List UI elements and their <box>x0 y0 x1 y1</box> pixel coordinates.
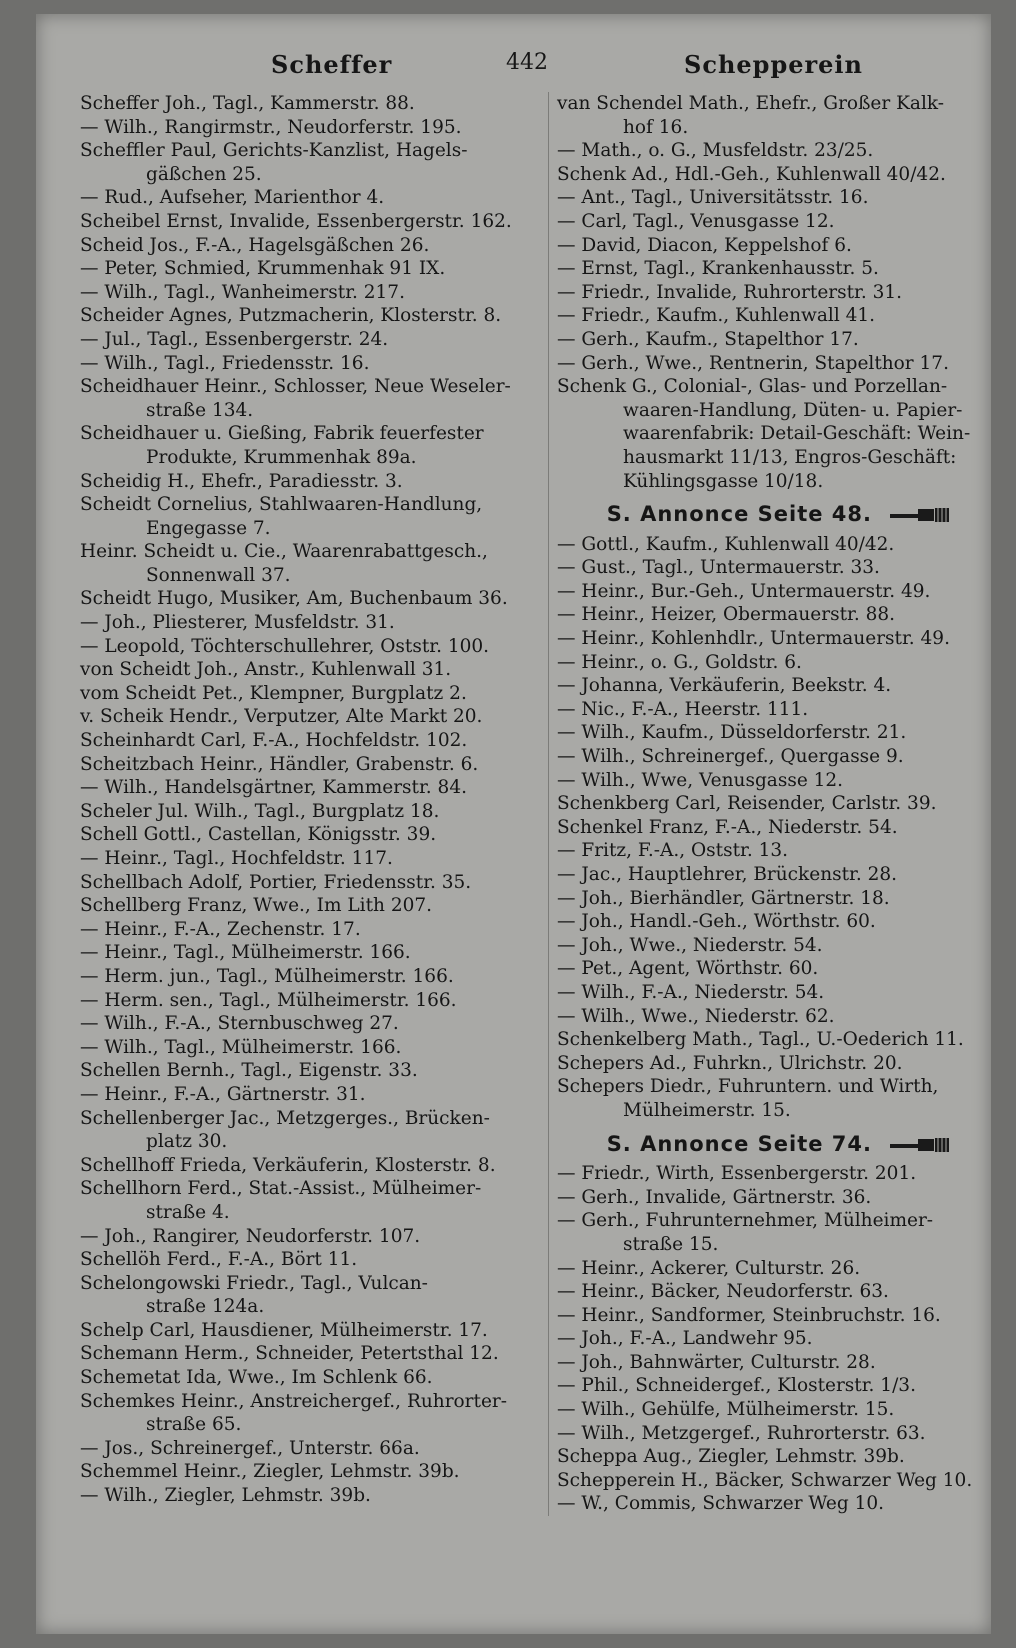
directory-entry <box>80 186 540 210</box>
entry-line: — Heinr., Kohlenhdlr., Untermauerstr. 49. <box>557 628 950 650</box>
entry-line: — Fritz, F.-A., Oststr. 13. <box>557 840 789 862</box>
directory-entry <box>557 1075 1002 1122</box>
entry-line: — Math., o. G., Musfeldstr. 23/25. <box>557 140 874 162</box>
directory-entry <box>80 658 540 682</box>
entry-continuation: straße 134. <box>146 399 254 421</box>
entry-line: — Jos., Schreinergef., Unterstr. 66a. <box>80 1437 420 1459</box>
entry-continuation: hausmarkt 11/13, Engros-Geschäft: <box>623 446 957 468</box>
directory-entry <box>80 352 540 376</box>
left-entry-list <box>80 92 540 1508</box>
directory-entry <box>557 934 1002 958</box>
directory-entry <box>80 729 540 753</box>
directory-entry <box>557 887 1002 911</box>
entry-line: Scheidhauer Heinr., Schlosser, Neue Weseler- <box>80 376 511 398</box>
entry-line: — Rud., Aufseher, Marienthor 4. <box>80 187 385 209</box>
directory-entry <box>80 1012 540 1036</box>
entry-line: — Gerh., Kaufm., Stapelthor 17. <box>557 328 859 350</box>
right-entry-list-b <box>557 533 1002 1123</box>
entry-line: Schellen Bernh., Tagl., Eigenstr. 33. <box>80 1060 418 1082</box>
entry-line: Schemmel Heinr., Ziegler, Lehmstr. 39b. <box>80 1461 460 1483</box>
directory-entry <box>557 698 1002 722</box>
entry-continuation: straße 65. <box>146 1414 242 1436</box>
entry-line: — Wilh., Metzgergef., Ruhrorterstr. 63. <box>557 1422 926 1444</box>
entry-line: Schemetat Ida, Wwe., Im Schlenk 66. <box>80 1367 433 1389</box>
directory-entry <box>557 1492 1002 1516</box>
entry-line: — Joh., Bahnwärter, Culturstr. 28. <box>557 1351 876 1373</box>
entry-line: Scheidhauer u. Gießing, Fabrik feuerfester <box>80 423 484 445</box>
directory-entry <box>80 1460 540 1484</box>
page-number: 442 <box>506 50 548 75</box>
entry-line: Schepers Diedr., Fuhruntern. und Wirth, <box>557 1076 939 1098</box>
entry-line: Schemkes Heinr., Anstreichergef., Ruhrorter- <box>80 1390 507 1412</box>
entry-line: — Heinr., Bäcker, Neudorferstr. 63. <box>557 1281 889 1303</box>
entry-line: Schellöh Ferd., F.-A., Bört 11. <box>80 1249 358 1271</box>
header-right-word: Schepperein <box>684 50 863 79</box>
directory-entry <box>557 1469 1002 1493</box>
entry-line: van Schendel Math., Ehefr., Großer Kalk- <box>557 93 945 114</box>
entry-line: — Joh., F.-A., Landwehr 95. <box>557 1328 813 1350</box>
directory-entry <box>80 894 540 918</box>
annonce-note-1 <box>557 503 1002 527</box>
entry-line: Schelongowski Friedr., Tagl., Vulcan- <box>80 1272 428 1294</box>
directory-entry <box>557 1186 1002 1210</box>
annonce-note-2 <box>557 1133 1002 1157</box>
entry-line: Scheidt Cornelius, Stahlwaaren-Handlung, <box>80 494 483 516</box>
entry-line: Schemann Herm., Schneider, Petertsthal 12. <box>80 1343 499 1365</box>
pointing-hand-icon <box>888 1135 952 1155</box>
directory-entry <box>80 587 540 611</box>
entry-line: — Nic., F.-A., Heerstr. 111. <box>557 698 809 720</box>
directory-entry <box>80 328 540 352</box>
directory-entry <box>557 957 1002 981</box>
directory-entry <box>80 92 540 116</box>
directory-entry <box>80 540 540 587</box>
entry-line: Schell Gottl., Castellan, Königsstr. 39. <box>80 824 437 846</box>
entry-line: Schenk Ad., Hdl.-Geh., Kuhlenwall 40/42. <box>557 163 946 185</box>
entry-line: — Heinr., F.-A., Gärtnerstr. 31. <box>80 1083 366 1105</box>
directory-entry <box>557 533 1002 557</box>
entry-line: Schellbach Adolf, Portier, Friedensstr. 35. <box>80 871 472 893</box>
entry-line: — Gerh., Invalide, Gärtnerstr. 36. <box>557 1186 872 1208</box>
entry-line: Scheider Agnes, Putzmacherin, Klosterstr. 8. <box>80 305 502 327</box>
directory-entry <box>80 470 540 494</box>
entry-line: Schenkel Franz, F.-A., Niederstr. 54. <box>557 816 898 838</box>
directory-entry <box>80 234 540 258</box>
directory-entry <box>80 1154 540 1178</box>
right-column <box>548 92 1002 1516</box>
entry-continuation: Mülheimerstr. 15. <box>623 1099 791 1121</box>
entry-line: — Phil., Schneidergef., Klosterstr. 1/3. <box>557 1375 916 1397</box>
directory-entry <box>557 1257 1002 1281</box>
entry-line: — Gust., Tagl., Untermauerstr. 33. <box>557 557 880 579</box>
entry-line: — Joh., Rangirer, Neudorferstr. 107. <box>80 1225 421 1247</box>
directory-entry <box>80 422 540 469</box>
directory-entry <box>80 1484 540 1508</box>
entry-line: — Gottl., Kaufm., Kuhlenwall 40/42. <box>557 533 895 555</box>
entry-line: Scheler Jul. Wilh., Tagl., Burgplatz 18. <box>80 800 440 822</box>
entry-line: — Wilh., Rangirmstr., Neudorferstr. 195. <box>80 116 462 138</box>
entry-line: — Joh., Bierhändler, Gärtnerstr. 18. <box>557 887 890 909</box>
directory-entry <box>80 635 540 659</box>
entry-line: — Wilh., F.-A., Niederstr. 54. <box>557 981 825 1003</box>
directory-entry <box>557 816 1002 840</box>
entry-line: von Scheidt Joh., Anstr., Kuhlenwall 31. <box>80 659 452 681</box>
directory-entry <box>557 1374 1002 1398</box>
directory-entry <box>557 1422 1002 1446</box>
entry-line: — Heinr., Tagl., Hochfeldstr. 117. <box>80 848 393 869</box>
directory-entry <box>80 1319 540 1343</box>
entry-line: — Pet., Agent, Wörthstr. 60. <box>557 958 819 980</box>
directory-entry <box>557 1162 1002 1186</box>
directory-entry <box>557 627 1002 651</box>
directory-entry <box>80 800 540 824</box>
directory-entry <box>557 1028 1002 1052</box>
directory-entry <box>557 721 1002 745</box>
directory-entry <box>557 792 1002 816</box>
directory-entry <box>80 965 540 989</box>
entry-line: — Herm. jun., Tagl., Mülheimerstr. 166. <box>80 965 454 987</box>
directory-entry <box>557 981 1002 1005</box>
entry-line: — Heinr., Bur.-Geh., Untermauerstr. 49. <box>557 580 931 602</box>
directory-entry <box>557 1005 1002 1029</box>
directory-entry <box>557 1351 1002 1375</box>
right-entry-list-c <box>557 1162 1002 1516</box>
entry-line: Schellberg Franz, Wwe., Im Lith 207. <box>80 895 433 917</box>
directory-entry <box>557 839 1002 863</box>
directory-entry <box>557 556 1002 580</box>
entry-line: — Wilh., Wwe., Niederstr. 62. <box>557 1005 835 1027</box>
entry-line: — Wilh., Tagl., Friedensstr. 16. <box>80 352 370 374</box>
entry-line: v. Scheik Hendr., Verputzer, Alte Markt 20. <box>80 706 483 728</box>
entry-line: Schellhorn Ferd., Stat.-Assist., Mülheimer- <box>80 1178 482 1200</box>
directory-entry <box>80 281 540 305</box>
entry-line: Schenkelberg Math., Tagl., U.-Oederich 11. <box>557 1029 964 1051</box>
entry-line: — Jac., Hauptlehrer, Brückenstr. 28. <box>557 864 898 885</box>
directory-entry <box>80 682 540 706</box>
directory-entry <box>557 1280 1002 1304</box>
directory-entry <box>80 1059 540 1083</box>
entry-line: — Heinr., o. G., Goldstr. 6. <box>557 651 802 673</box>
directory-entry <box>80 257 540 281</box>
directory-entry <box>80 1177 540 1224</box>
directory-entry <box>80 210 540 234</box>
directory-entry <box>80 847 540 871</box>
directory-entry <box>80 705 540 729</box>
entry-line: — Wilh., Handelsgärtner, Kammerstr. 84. <box>80 777 467 799</box>
header-left-word: Scheffer <box>271 50 393 79</box>
entry-line: Scheibel Ernst, Invalide, Essenbergerstr. 162. <box>80 210 512 232</box>
directory-entry <box>557 186 1002 210</box>
directory-entry <box>80 1083 540 1107</box>
left-column <box>80 92 540 1508</box>
entry-line: Schenkberg Carl, Reisender, Carlstr. 39. <box>557 793 937 815</box>
directory-entry <box>557 352 1002 376</box>
entry-continuation: straße 15. <box>623 1233 719 1255</box>
directory-entry <box>557 328 1002 352</box>
entry-continuation: waaren-Handlung, Düten- u. Papier- <box>623 399 963 421</box>
directory-entry <box>557 281 1002 305</box>
directory-entry <box>557 674 1002 698</box>
entry-continuation: gäßchen 25. <box>146 163 262 185</box>
directory-entry <box>80 823 540 847</box>
entry-line: Heinr. Scheidt u. Cie., Waarenrabattgesch., <box>80 541 488 563</box>
annonce-note-2-text: S. Annonce Seite 74. <box>606 1131 872 1156</box>
entry-line: Schepers Ad., Fuhrkn., Ulrichstr. 20. <box>557 1052 903 1074</box>
entry-line: — Johanna, Verkäuferin, Beekstr. 4. <box>557 675 892 697</box>
entry-line: — Jul., Tagl., Essenbergerstr. 24. <box>80 328 389 350</box>
entry-line: — Wilh., F.-A., Sternbuschweg 27. <box>80 1013 399 1035</box>
entry-line: — Gerh., Wwe., Rentnerin, Stapelthor 17. <box>557 352 949 374</box>
entry-continuation: Sonnenwall 37. <box>146 564 291 586</box>
directory-entry <box>80 776 540 800</box>
directory-entry <box>80 304 540 328</box>
entry-line: Schellhoff Frieda, Verkäuferin, Klosterstr. 8. <box>80 1154 496 1176</box>
entry-line: — Ant., Tagl., Universitätsstr. 16. <box>557 187 869 209</box>
directory-entry <box>80 1225 540 1249</box>
directory-entry <box>80 1437 540 1461</box>
entry-line: — Peter, Schmied, Krummenhak 91 IX. <box>80 258 446 280</box>
entry-continuation: hof 16. <box>623 116 689 138</box>
entry-line: Scheppa Aug., Ziegler, Lehmstr. 39b. <box>557 1446 905 1468</box>
directory-entry <box>80 1248 540 1272</box>
entry-line: Schepperein H., Bäcker, Schwarzer Weg 10. <box>557 1469 973 1491</box>
entry-line: Scheidt Hugo, Musiker, Am, Buchenbaum 36. <box>80 588 508 610</box>
directory-entry <box>80 918 540 942</box>
directory-entry <box>557 1209 1002 1256</box>
directory-entry <box>557 1327 1002 1351</box>
directory-entry <box>557 163 1002 187</box>
entry-continuation: Engegasse 7. <box>146 517 271 539</box>
entry-line: — Joh., Pliesterer, Musfeldstr. 31. <box>80 612 395 634</box>
entry-line: — Wilh., Kaufm., Düsseldorferstr. 21. <box>557 722 907 744</box>
entry-line: — Wilh., Wwe, Venusgasse 12. <box>557 769 844 791</box>
annonce-note-1-text: S. Annonce Seite 48. <box>606 502 872 527</box>
entry-continuation: platz 30. <box>146 1131 228 1153</box>
entry-line: Scheid Jos., F.-A., Hagelsgäßchen 26. <box>80 234 430 256</box>
directory-entry <box>557 651 1002 675</box>
directory-entry <box>557 210 1002 234</box>
directory-entry <box>557 603 1002 627</box>
entry-line: — Wilh., Tagl., Wanheimerstr. 217. <box>80 281 405 303</box>
directory-entry <box>557 257 1002 281</box>
entry-line: — Wilh., Schreinergef., Quergasse 9. <box>557 746 904 768</box>
entry-line: — Heinr., Ackerer, Culturstr. 26. <box>557 1257 861 1279</box>
directory-entry <box>557 910 1002 934</box>
directory-entry <box>80 1342 540 1366</box>
entry-line: — Friedr., Wirth, Essenbergerstr. 201. <box>557 1163 917 1185</box>
entry-continuation: Produkte, Krummenhak 89a. <box>146 446 417 468</box>
entry-line: — Friedr., Invalide, Ruhrorterstr. 31. <box>557 281 903 303</box>
running-head <box>36 38 991 78</box>
directory-entry <box>557 1052 1002 1076</box>
entry-line: — Heinr., Tagl., Mülheimerstr. 166. <box>80 942 411 964</box>
directory-entry <box>557 375 1002 493</box>
directory-entry <box>80 1272 540 1319</box>
entry-line: — Herm. sen., Tagl., Mülheimerstr. 166. <box>80 989 457 1011</box>
directory-entry <box>80 1036 540 1060</box>
entry-line: — Joh., Wwe., Niederstr. 54. <box>557 934 823 956</box>
directory-entry <box>80 989 540 1013</box>
entry-line: — Friedr., Kaufm., Kuhlenwall 41. <box>557 305 876 327</box>
directory-page <box>36 14 991 1634</box>
directory-entry <box>80 1366 540 1390</box>
entry-line: Scheitzbach Heinr., Händler, Grabenstr. 6. <box>80 753 479 775</box>
entry-line: — Heinr., Heizer, Obermauerstr. 88. <box>557 604 896 626</box>
entry-continuation: straße 4. <box>146 1201 230 1223</box>
right-entry-list-a <box>557 92 1002 493</box>
entry-line: — Gerh., Fuhrunternehmer, Mülheimer- <box>557 1210 934 1232</box>
entry-line: — David, Diacon, Keppelshof 6. <box>557 234 852 256</box>
entry-line: — Wilh., Gehülfe, Mülheimerstr. 15. <box>557 1399 895 1421</box>
directory-entry <box>80 139 540 186</box>
directory-entry <box>557 1445 1002 1469</box>
directory-entry <box>80 1390 540 1437</box>
directory-entry <box>80 493 540 540</box>
directory-entry <box>557 1398 1002 1422</box>
entry-line: vom Scheidt Pet., Klempner, Burgplatz 2. <box>80 682 467 704</box>
entry-line: — Wilh., Tagl., Mülheimerstr. 166. <box>80 1036 402 1058</box>
directory-entry <box>80 375 540 422</box>
entry-continuation: straße 124a. <box>146 1296 265 1318</box>
entry-line: — Joh., Handl.-Geh., Wörthstr. 60. <box>557 911 876 933</box>
directory-entry <box>557 234 1002 258</box>
directory-entry <box>80 1107 540 1154</box>
entry-line: — Heinr., F.-A., Zechenstr. 17. <box>80 918 361 940</box>
entry-continuation: Kühlingsgasse 10/18. <box>623 470 824 492</box>
directory-entry <box>557 304 1002 328</box>
directory-entry <box>557 92 1002 139</box>
directory-entry <box>557 1304 1002 1328</box>
entry-line: Schellenberger Jac., Metzgerges., Brücken- <box>80 1107 490 1129</box>
entry-line: — Carl, Tagl., Venusgasse 12. <box>557 210 835 232</box>
entry-line: Scheidig H., Ehefr., Paradiesstr. 3. <box>80 470 403 492</box>
entry-continuation: waarenfabrik: Detail-Geschäft: Wein- <box>623 423 971 445</box>
entry-line: Scheffler Paul, Gerichts-Kanzlist, Hagels- <box>80 140 468 162</box>
directory-entry <box>80 871 540 895</box>
entry-line: — Wilh., Ziegler, Lehmstr. 39b. <box>80 1485 371 1507</box>
directory-entry <box>557 745 1002 769</box>
entry-line: — Heinr., Sandformer, Steinbruchstr. 16. <box>557 1304 941 1326</box>
entry-line: — Ernst, Tagl., Krankenhausstr. 5. <box>557 258 879 280</box>
directory-entry <box>557 580 1002 604</box>
entry-line: — W., Commis, Schwarzer Weg 10. <box>557 1493 885 1515</box>
directory-entry <box>80 753 540 777</box>
directory-entry <box>80 941 540 965</box>
directory-entry <box>557 863 1002 887</box>
directory-entry <box>80 116 540 140</box>
directory-entry <box>557 139 1002 163</box>
entry-line: Schelp Carl, Hausdiener, Mülheimerstr. 17. <box>80 1319 488 1341</box>
entry-line: Scheffer Joh., Tagl., Kammerstr. 88. <box>80 93 415 114</box>
entry-line: Schenk G., Colonial-, Glas- und Porzellan- <box>557 376 948 398</box>
pointing-hand-icon <box>888 505 952 525</box>
directory-entry <box>557 769 1002 793</box>
entry-line: Scheinhardt Carl, F.-A., Hochfeldstr. 102. <box>80 730 468 752</box>
entry-line: — Leopold, Töchterschullehrer, Oststr. 100. <box>80 635 490 657</box>
directory-entry <box>80 611 540 635</box>
